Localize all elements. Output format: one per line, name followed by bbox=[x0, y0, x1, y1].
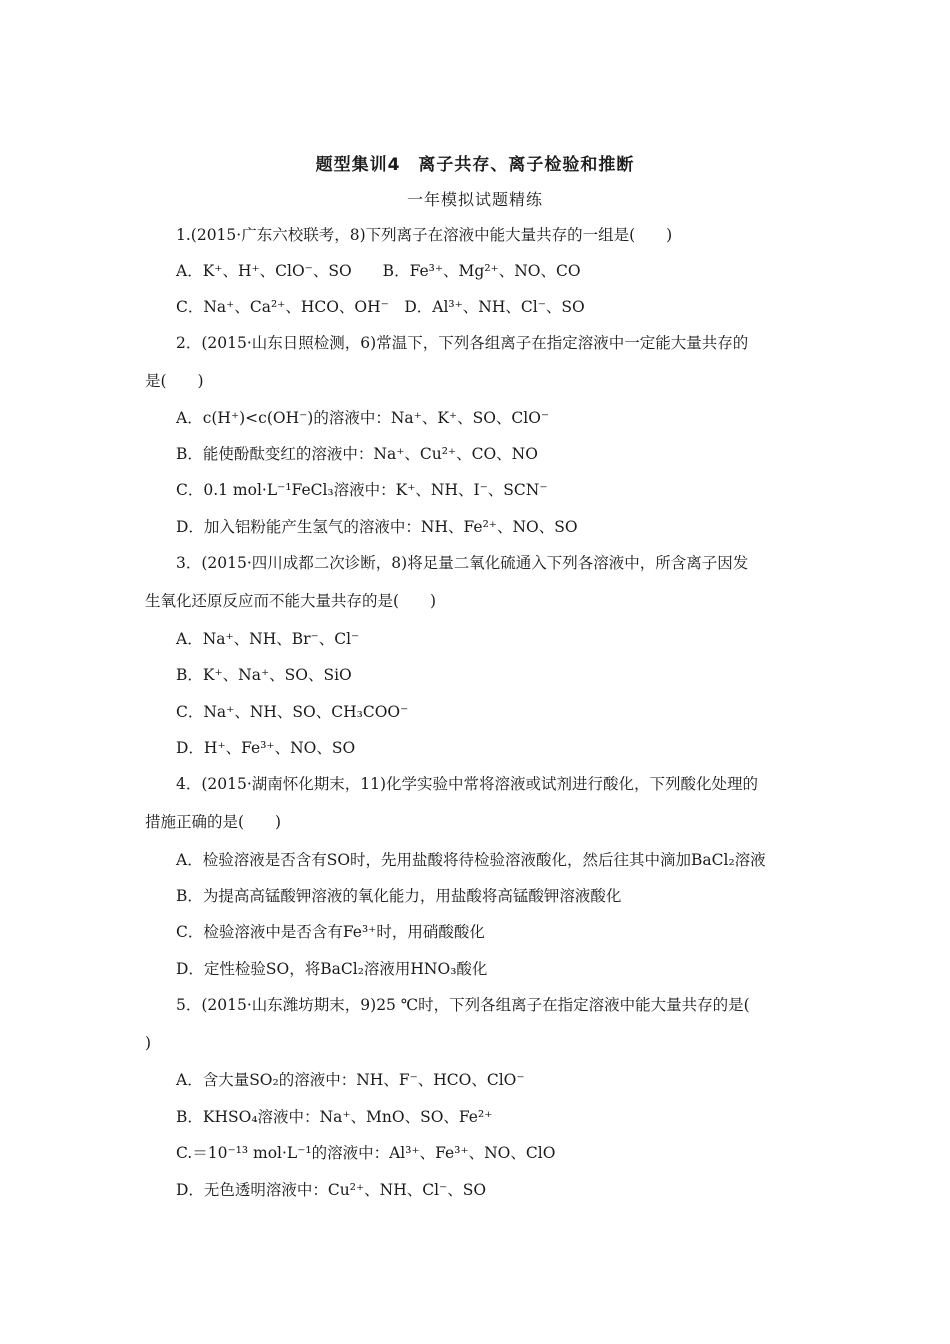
question-5-stem-cont: ) bbox=[145, 1034, 152, 1052]
question-4-stem-cont: 措施正确的是( ) bbox=[145, 813, 282, 831]
question-3-stem: 3．(2015·四川成都二次诊断，8)将足量二氧化硫通入下列各溶液中，所含离子因发 bbox=[176, 554, 749, 572]
question-5-option-a: A．含大量SO₂的溶液中：NH、F⁻、HCO、ClO⁻ bbox=[176, 1071, 525, 1089]
question-5-stem: 5．(2015·山东潍坊期末，9)25 ℃时，下列各组离子在指定溶液中能大量共存的是( bbox=[176, 996, 750, 1014]
question-1-options-ab: A．K⁺、H⁺、ClO⁻、SO B．Fe³⁺、Mg²⁺、NO、CO bbox=[176, 262, 581, 280]
question-2-option-d: D．加入铝粉能产生氢气的溶液中：NH、Fe²⁺、NO、SO bbox=[176, 518, 578, 536]
question-5-option-d: D．无色透明溶液中：Cu²⁺、NH、Cl⁻、SO bbox=[176, 1181, 487, 1199]
question-4-option-c: C．检验溶液中是否含有Fe³⁺时，用硝酸酸化 bbox=[176, 923, 485, 941]
question-3-option-d: D．H⁺、Fe³⁺、NO、SO bbox=[176, 739, 356, 757]
question-5-option-c: C.＝10⁻¹³ mol·L⁻¹的溶液中：Al³⁺、Fe³⁺、NO、ClO bbox=[176, 1144, 556, 1162]
question-3-option-b: B．K⁺、Na⁺、SO、SiO bbox=[176, 666, 352, 684]
question-4-option-d: D．定性检验SO，将BaCl₂溶液用HNO₃酸化 bbox=[176, 960, 488, 978]
question-4-option-a: A．检验溶液是否含有SO时，先用盐酸将待检验溶液酸化，然后往其中滴加BaCl₂溶液 bbox=[176, 851, 766, 869]
question-2-option-a: A．c(H⁺)<c(OH⁻)的溶液中：Na⁺、K⁺、SO、ClO⁻ bbox=[176, 409, 550, 427]
question-5-option-b: B．KHSO₄溶液中：Na⁺、MnO、SO、Fe²⁺ bbox=[176, 1108, 493, 1126]
question-3-option-c: C．Na⁺、NH、SO、CH₃COO⁻ bbox=[176, 703, 409, 721]
question-4-option-b: B．为提高高锰酸钾溶液的氧化能力，用盐酸将高锰酸钾溶液酸化 bbox=[176, 887, 622, 905]
question-4-stem: 4．(2015·湖南怀化期末，11)化学实验中常将溶液或试剂进行酸化，下列酸化处理的 bbox=[176, 775, 759, 793]
question-1-options-cd: C．Na⁺、Ca²⁺、HCO、OH⁻ D．Al³⁺、NH、Cl⁻、SO bbox=[176, 298, 585, 316]
question-2-stem: 2．(2015·山东日照检测，6)常温下，下列各组离子在指定溶液中一定能大量共存的 bbox=[176, 334, 749, 352]
question-2-stem-cont: 是( ) bbox=[145, 372, 204, 390]
question-3-stem-cont: 生氧化还原反应而不能大量共存的是( ) bbox=[145, 592, 437, 610]
question-2-option-c: C．0.1 mol·L⁻¹FeCl₃溶液中：K⁺、NH、I⁻、SCN⁻ bbox=[176, 481, 548, 499]
question-3-option-a: A．Na⁺、NH、Br⁻、Cl⁻ bbox=[176, 630, 360, 648]
question-2-option-b: B．能使酚酞变红的溶液中：Na⁺、Cu²⁺、CO、NO bbox=[176, 445, 538, 463]
question-1-stem: 1.(2015·广东六校联考，8)下列离子在溶液中能大量共存的一组是( ) bbox=[176, 226, 673, 244]
page-title: 题型集训4 离子共存、离子检验和推断 bbox=[315, 155, 635, 175]
page-subtitle: 一年模拟试题精练 bbox=[406, 190, 543, 209]
